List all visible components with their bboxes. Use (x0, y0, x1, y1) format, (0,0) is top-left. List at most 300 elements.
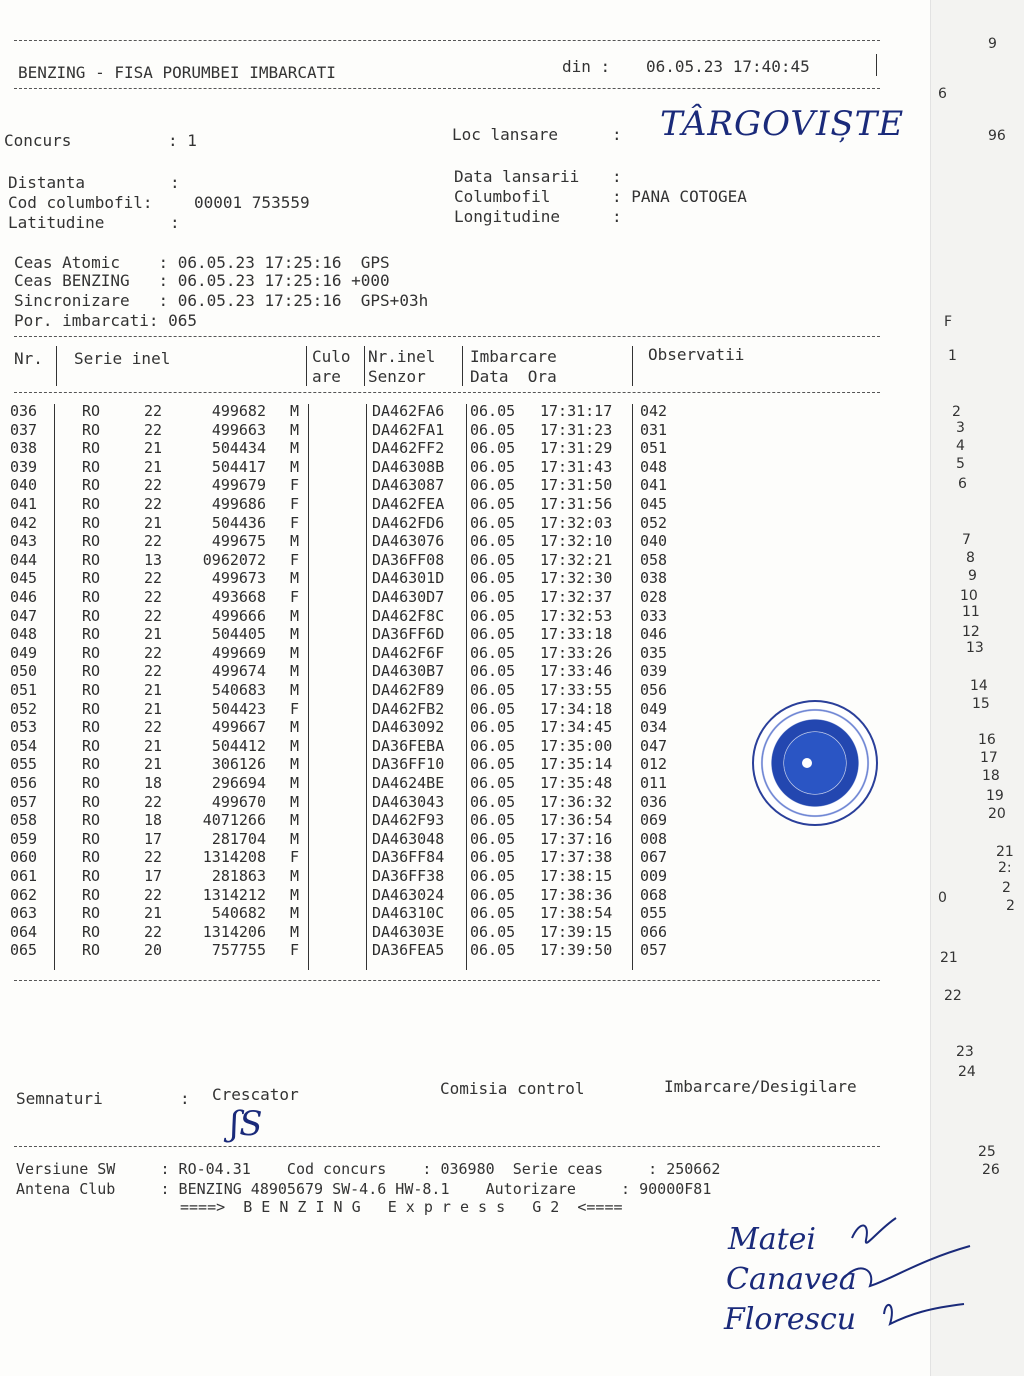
row-nr: 053 (10, 718, 38, 737)
embark-time: 17:31:56 (540, 495, 613, 513)
ring-year: 22 (144, 420, 163, 439)
observation: 035 (640, 643, 668, 662)
embark-date: 06.05 (470, 867, 516, 885)
country-code: RO (82, 625, 101, 644)
ring-number: 499669 (211, 643, 266, 662)
ring-year: 22 (144, 495, 163, 513)
country-code: RO (82, 792, 101, 811)
sex: M (290, 643, 300, 662)
edge-number: 96 (988, 128, 1006, 144)
edge-number: 11 (962, 604, 980, 620)
embark-date: 06.05 (470, 643, 516, 662)
sex: M (290, 736, 300, 755)
crescator-label: Crescator (212, 1085, 299, 1104)
observation: 048 (640, 457, 668, 476)
row-nr: 036 (10, 402, 38, 420)
sex: M (290, 792, 300, 811)
sex: M (290, 922, 300, 941)
row-nr: 048 (10, 625, 38, 644)
country-code: RO (82, 904, 101, 923)
cod-columbofil-value: 00001 753559 (194, 193, 310, 212)
country-code: RO (82, 457, 101, 476)
country-code: RO (82, 774, 101, 792)
sex: M (290, 811, 300, 830)
observation: 051 (640, 439, 668, 458)
embark-time: 17:37:38 (540, 848, 613, 867)
ring-number: 504405 (211, 625, 266, 644)
ring-year: 22 (144, 643, 163, 662)
sensor-ring: DA46303E (372, 922, 445, 941)
embark-time: 17:34:45 (540, 718, 613, 737)
ring-year: 21 (144, 904, 163, 923)
sex: M (290, 829, 300, 848)
observation: 031 (640, 420, 668, 439)
sensor-ring: DA462FA6 (372, 402, 445, 420)
sex: F (290, 476, 300, 495)
edge-number: 8 (966, 550, 975, 566)
sex: M (290, 885, 300, 904)
ceas-atomic: Ceas Atomic : 06.05.23 17:25:16 GPS (14, 253, 390, 272)
observation: 056 (640, 681, 668, 699)
ring-number: 493668 (211, 588, 266, 606)
commission-name-3: Florescu (724, 1302, 857, 1337)
ring-year: 22 (144, 588, 163, 606)
embark-date: 06.05 (470, 811, 516, 830)
edge-number: 9 (988, 36, 997, 52)
observation: 038 (640, 569, 668, 588)
embark-date: 06.05 (470, 457, 516, 476)
col-header-serie: Serie inel (74, 349, 171, 368)
ring-year: 17 (144, 867, 163, 885)
edge-number: 21 (996, 844, 1014, 860)
distanta-sep: : (170, 173, 180, 192)
edge-number: 2 (1006, 898, 1015, 914)
sensor-ring: DA463024 (372, 885, 445, 904)
country-code: RO (82, 755, 101, 774)
embark-time: 17:39:15 (540, 922, 613, 941)
edge-number: 23 (956, 1044, 974, 1060)
embark-time: 17:34:18 (540, 699, 613, 718)
embark-date: 06.05 (470, 792, 516, 811)
edge-number: 2 (952, 404, 961, 420)
col-header-data-ora: Data Ora (470, 367, 557, 386)
observation: 041 (640, 476, 668, 495)
row-nr: 047 (10, 606, 38, 625)
sex: M (290, 625, 300, 644)
commission-name-1: Matei (728, 1222, 817, 1257)
embark-date: 06.05 (470, 885, 516, 904)
embark-date: 06.05 (470, 904, 516, 923)
ring-year: 21 (144, 513, 163, 532)
sex: M (290, 662, 300, 681)
ring-number: 1314208 (202, 848, 266, 867)
latitudine-sep: : (170, 213, 180, 232)
loc-lansare-handwritten: TÂRGOVIȘTE (660, 104, 905, 144)
embark-time: 17:32:53 (540, 606, 613, 625)
embark-date: 06.05 (470, 774, 516, 792)
sensor-ring: DA36FF6D (372, 625, 445, 644)
divider (632, 404, 633, 970)
ring-number: 499682 (211, 402, 266, 420)
ring-year: 22 (144, 792, 163, 811)
country-code: RO (82, 885, 101, 904)
sex: M (290, 867, 300, 885)
row-nr: 052 (10, 699, 38, 718)
row-nr: 043 (10, 532, 38, 551)
divider (308, 404, 309, 970)
country-code: RO (82, 532, 101, 551)
embark-time: 17:31:23 (540, 420, 613, 439)
edge-number: 20 (988, 806, 1006, 822)
sex: M (290, 457, 300, 476)
row-nr: 049 (10, 643, 38, 662)
embark-time: 17:36:54 (540, 811, 613, 830)
edge-number: 21 (940, 950, 958, 966)
embark-date: 06.05 (470, 681, 516, 699)
observation: 040 (640, 532, 668, 551)
embark-time: 17:38:15 (540, 867, 613, 885)
row-nr: 056 (10, 774, 38, 792)
print-datetime: 06.05.23 17:40:45 (646, 57, 810, 76)
semnaturi-sep: : (180, 1089, 190, 1108)
row-nr: 059 (10, 829, 38, 848)
embark-date: 06.05 (470, 922, 516, 941)
embark-date: 06.05 (470, 699, 516, 718)
embark-time: 17:32:10 (540, 532, 613, 551)
embark-time: 17:32:30 (540, 569, 613, 588)
observation: 008 (640, 829, 668, 848)
observation: 011 (640, 774, 668, 792)
sensor-ring: DA36FF08 (372, 550, 445, 569)
sensor-ring: DA463092 (372, 718, 445, 737)
ring-number: 540683 (211, 681, 266, 699)
sex: M (290, 755, 300, 774)
edge-number: 3 (956, 420, 965, 436)
ring-year: 18 (144, 811, 163, 830)
row-nr: 042 (10, 513, 38, 532)
ring-number: 757755 (211, 941, 266, 960)
sex: M (290, 532, 300, 551)
ring-number: 499679 (211, 476, 266, 495)
din-label: din : (562, 57, 611, 76)
embark-date: 06.05 (470, 625, 516, 644)
observation: 066 (640, 922, 668, 941)
row-nr: 054 (10, 736, 38, 755)
embark-date: 06.05 (470, 532, 516, 551)
porumbei-imbarcati: Por. imbarcati: 065 (14, 311, 198, 330)
commission-name-2: Canavea (726, 1262, 857, 1297)
embark-date: 06.05 (470, 755, 516, 774)
embark-date: 06.05 (470, 495, 516, 513)
sex: M (290, 606, 300, 625)
row-nr: 051 (10, 681, 38, 699)
loc-lansare-label: Loc lansare (452, 125, 558, 144)
ring-number: 281863 (211, 867, 266, 885)
divider (462, 346, 463, 386)
edge-number: 2 (1002, 880, 1011, 896)
sex: F (290, 495, 300, 513)
row-nr: 063 (10, 904, 38, 923)
ring-number: 504436 (211, 513, 266, 532)
embark-time: 17:31:29 (540, 439, 613, 458)
embark-date: 06.05 (470, 829, 516, 848)
sex: M (290, 439, 300, 458)
embark-time: 17:37:16 (540, 829, 613, 848)
row-nr: 064 (10, 922, 38, 941)
embark-time: 17:36:32 (540, 792, 613, 811)
ring-year: 22 (144, 718, 163, 737)
ring-year: 22 (144, 532, 163, 551)
edge-number: 6 (938, 86, 947, 102)
row-nr: 065 (10, 941, 38, 960)
col-header-nr-inel: Nr.inel (368, 347, 436, 366)
divider (54, 404, 55, 970)
ring-year: 22 (144, 476, 163, 495)
sex: M (290, 402, 300, 420)
row-nr: 037 (10, 420, 38, 439)
observation: 068 (640, 885, 668, 904)
comisia-label: Comisia control (440, 1079, 585, 1098)
observation: 046 (640, 625, 668, 644)
edge-number: 9 (968, 568, 977, 584)
observation: 069 (640, 811, 668, 830)
observation: 012 (640, 755, 668, 774)
sensor-ring: DA4624BE (372, 774, 445, 792)
row-nr: 041 (10, 495, 38, 513)
embark-date: 06.05 (470, 718, 516, 737)
sensor-ring: DA462F89 (372, 681, 445, 699)
columbofil-label: Columbofil (454, 187, 551, 206)
row-nr: 039 (10, 457, 38, 476)
ring-year: 17 (144, 829, 163, 848)
country-code: RO (82, 662, 101, 681)
latitudine-label: Latitudine (8, 213, 105, 232)
row-nr: 062 (10, 885, 38, 904)
sensor-ring: DA462FD6 (372, 513, 445, 532)
embark-date: 06.05 (470, 420, 516, 439)
ring-year: 21 (144, 457, 163, 476)
edge-number: 0 (938, 890, 947, 906)
columbofil-value: : PANA COTOGEA (612, 187, 747, 206)
longitudine-sep: : (612, 207, 622, 226)
country-code: RO (82, 420, 101, 439)
concurs-label: Concurs (4, 131, 72, 150)
edge-number: 1 (948, 348, 957, 364)
observation: 049 (640, 699, 668, 718)
embark-date: 06.05 (470, 606, 516, 625)
sensor-ring: DA463048 (372, 829, 445, 848)
divider (14, 336, 880, 337)
country-code: RO (82, 643, 101, 662)
embark-time: 17:33:26 (540, 643, 613, 662)
embark-time: 17:31:50 (540, 476, 613, 495)
edge-number: 6 (958, 476, 967, 492)
edge-number: F (944, 314, 953, 330)
ring-number: 499666 (211, 606, 266, 625)
observation: 036 (640, 792, 668, 811)
divider (366, 404, 367, 970)
edge-number: 13 (966, 640, 984, 656)
footer-line-1: Versiune SW : RO-04.31 Cod concurs : 036980 Serie ceas : 250662 (16, 1160, 721, 1178)
embark-date: 06.05 (470, 476, 516, 495)
col-header-senzor: Senzor (368, 367, 426, 386)
data-lansarii-sep: : (612, 167, 622, 186)
embark-time: 17:35:14 (540, 755, 613, 774)
observation: 047 (640, 736, 668, 755)
embark-date: 06.05 (470, 662, 516, 681)
embark-time: 17:35:48 (540, 774, 613, 792)
sex: M (290, 904, 300, 923)
sex: F (290, 550, 300, 569)
embark-time: 17:33:46 (540, 662, 613, 681)
country-code: RO (82, 718, 101, 737)
embark-time: 17:31:43 (540, 457, 613, 476)
observation: 028 (640, 588, 668, 606)
ring-number: 504434 (211, 439, 266, 458)
embark-time: 17:33:18 (540, 625, 613, 644)
observation: 058 (640, 550, 668, 569)
ring-number: 499663 (211, 420, 266, 439)
col-header-culoare: Culo (312, 347, 351, 366)
observation: 039 (640, 662, 668, 681)
ring-number: 281704 (211, 829, 266, 848)
sensor-ring: DA462FEA (372, 495, 445, 513)
document-title: BENZING - FISA PORUMBEI IMBARCATI (18, 63, 336, 82)
observation: 042 (640, 402, 668, 420)
ring-year: 22 (144, 662, 163, 681)
sex: F (290, 699, 300, 718)
row-nr: 061 (10, 867, 38, 885)
stamp-emblem (784, 732, 846, 794)
ring-year: 13 (144, 550, 163, 569)
sensor-ring: DA462F8C (372, 606, 445, 625)
country-code: RO (82, 811, 101, 830)
sex: F (290, 941, 300, 960)
sex: M (290, 774, 300, 792)
footer-line-3: ====> B E N Z I N G E x p r e s s G 2 <==== (180, 1198, 623, 1216)
country-code: RO (82, 402, 101, 420)
sensor-ring: DA36FF38 (372, 867, 445, 885)
embark-date: 06.05 (470, 848, 516, 867)
ring-year: 22 (144, 922, 163, 941)
edge-number: 18 (982, 768, 1000, 784)
row-nr: 058 (10, 811, 38, 830)
col-header-nr: Nr. (14, 349, 43, 368)
edge-number: 7 (962, 532, 971, 548)
sensor-ring: DA46310C (372, 904, 445, 923)
ring-number: 1314212 (202, 885, 266, 904)
country-code: RO (82, 606, 101, 625)
embark-time: 17:33:55 (540, 681, 613, 699)
divider (56, 346, 57, 386)
sensor-ring: DA463087 (372, 476, 445, 495)
edge-number: 22 (944, 988, 962, 1004)
edge-number: 16 (978, 732, 996, 748)
ring-number: 0962072 (202, 550, 266, 569)
ring-number: 540682 (211, 904, 266, 923)
observation: 057 (640, 941, 668, 960)
sex: M (290, 420, 300, 439)
edge-number: 14 (970, 678, 988, 694)
divider (466, 404, 467, 970)
divider (632, 346, 633, 386)
observation: 052 (640, 513, 668, 532)
country-code: RO (82, 736, 101, 755)
ring-number: 296694 (211, 774, 266, 792)
edge-number: 26 (982, 1162, 1000, 1178)
embark-date: 06.05 (470, 439, 516, 458)
ring-number: 499667 (211, 718, 266, 737)
ring-year: 21 (144, 736, 163, 755)
crescator-signature: ʃS (230, 1104, 263, 1144)
sensor-ring: DA36FEBA (372, 736, 445, 755)
divider (306, 346, 307, 386)
ring-year: 18 (144, 774, 163, 792)
ring-number: 504412 (211, 736, 266, 755)
edge-number: 12 (962, 624, 980, 640)
country-code: RO (82, 439, 101, 458)
sensor-ring: DA462F6F (372, 643, 445, 662)
ring-number: 1314206 (202, 922, 266, 941)
country-code: RO (82, 495, 101, 513)
ring-year: 22 (144, 569, 163, 588)
sensor-ring: DA36FEA5 (372, 941, 445, 960)
ring-year: 22 (144, 606, 163, 625)
concurs-value: : 1 (168, 131, 197, 150)
observation: 045 (640, 495, 668, 513)
edge-number: 5 (956, 456, 965, 472)
footer-line-2: Antena Club : BENZING 48905679 SW-4.6 HW-8.1 Autorizare : 90000F81 (16, 1180, 712, 1198)
edge-number: 15 (972, 696, 990, 712)
embark-date: 06.05 (470, 402, 516, 420)
embark-time: 17:32:37 (540, 588, 613, 606)
ring-year: 22 (144, 885, 163, 904)
country-code: RO (82, 476, 101, 495)
observation: 067 (640, 848, 668, 867)
sensor-ring: DA4630D7 (372, 588, 445, 606)
semnaturi-label: Semnaturi (16, 1089, 103, 1108)
sincronizare: Sincronizare : 06.05.23 17:25:16 GPS+03h (14, 291, 429, 310)
divider (14, 392, 880, 393)
ceas-benzing: Ceas BENZING : 06.05.23 17:25:16 +000 (14, 271, 390, 290)
sensor-ring: DA462F93 (372, 811, 445, 830)
embark-time: 17:38:54 (540, 904, 613, 923)
row-nr: 040 (10, 476, 38, 495)
embark-time: 17:35:00 (540, 736, 613, 755)
divider (14, 1146, 880, 1147)
edge-number: 17 (980, 750, 998, 766)
data-lansarii-label: Data lansarii (454, 167, 580, 186)
loc-lansare-sep: : (612, 125, 622, 144)
sensor-ring: DA462FF2 (372, 439, 445, 458)
ring-year: 22 (144, 402, 163, 420)
ring-year: 21 (144, 681, 163, 699)
country-code: RO (82, 867, 101, 885)
sensor-ring: DA46308B (372, 457, 445, 476)
edge-number: 10 (960, 588, 978, 604)
col-header-observatii: Observatii (648, 345, 745, 364)
embark-date: 06.05 (470, 736, 516, 755)
ring-number: 499670 (211, 792, 266, 811)
divider (364, 346, 365, 386)
sex: F (290, 588, 300, 606)
embark-time: 17:31:17 (540, 402, 613, 420)
embark-time: 17:32:03 (540, 513, 613, 532)
row-nr: 046 (10, 588, 38, 606)
divider (14, 88, 880, 89)
observation: 055 (640, 904, 668, 923)
divider (876, 54, 877, 76)
